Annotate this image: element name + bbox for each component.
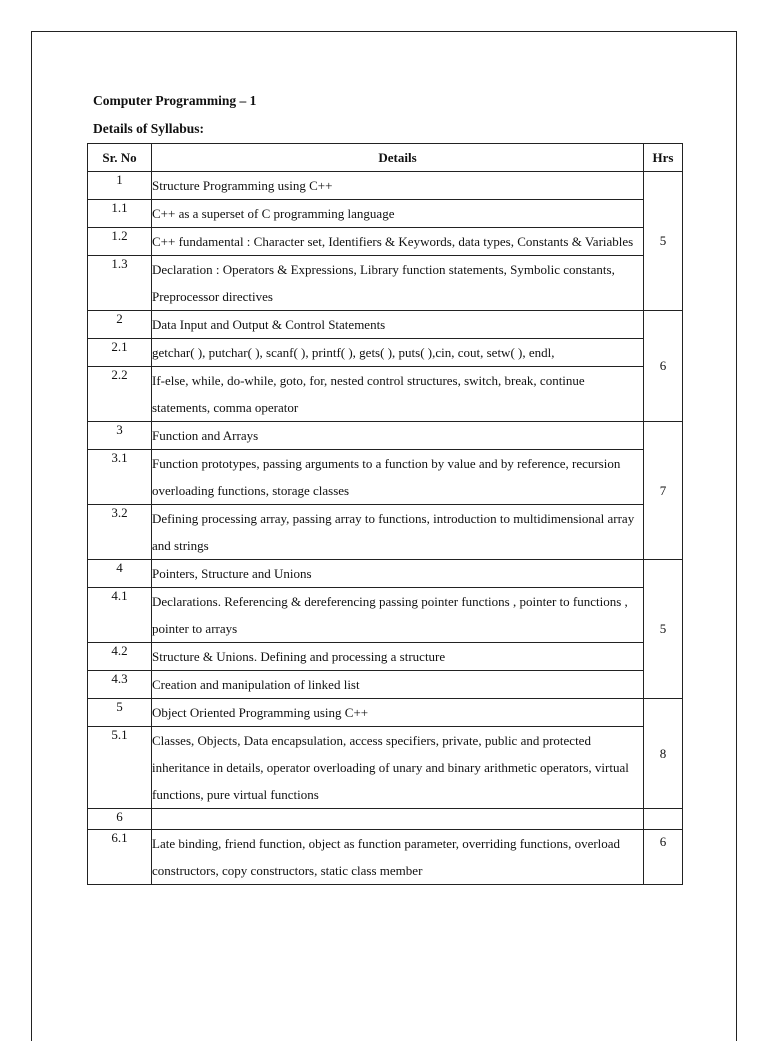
sr-cell: 3.1 — [88, 450, 152, 505]
syllabus-subtitle: Details of Syllabus: — [93, 121, 205, 136]
table-row — [88, 450, 683, 505]
sr-cell: 2.1 — [88, 339, 152, 367]
details-cell: Late binding, friend function, object as function parameter, overriding functions, overload constructors, copy constructors, static class member — [152, 830, 644, 885]
sr-cell: 5 — [88, 699, 152, 727]
table-row — [88, 588, 683, 643]
details-cell: Data Input and Output & Control Statements — [152, 311, 644, 339]
sr-cell: 1.3 — [88, 256, 152, 311]
sr-cell: 3.2 — [88, 505, 152, 560]
details-cell: Function prototypes, passing arguments to a function by value and by reference, recursion overloading functions, storage classes — [152, 450, 644, 505]
syllabus-table — [87, 143, 683, 885]
hrs-cell: 5 — [644, 172, 683, 311]
details-cell: C++ as a superset of C programming language — [152, 200, 644, 228]
sr-cell: 1.2 — [88, 228, 152, 256]
sr-cell: 1.1 — [88, 200, 152, 228]
sr-cell: 6 — [88, 809, 152, 830]
hrs-cell: 6 — [644, 311, 683, 422]
sr-cell: 4.1 — [88, 588, 152, 643]
table-row — [88, 311, 683, 339]
details-cell: C++ fundamental : Character set, Identifiers & Keywords, data types, Constants & Variables — [152, 228, 644, 256]
details-cell: Classes, Objects, Data encapsulation, access specifiers, private, public and protected inheritance in details, operator overloading of unary and binary arithmetic operators, virtual functions, pure virtual functions — [152, 727, 644, 809]
details-cell — [152, 809, 644, 830]
table-header-row — [88, 144, 683, 172]
table-row — [88, 643, 683, 671]
table-row — [88, 505, 683, 560]
sr-cell: 5.1 — [88, 727, 152, 809]
hrs-cell: 7 — [644, 422, 683, 560]
details-cell: Creation and manipulation of linked list — [152, 671, 644, 699]
hrs-cell: 6 — [644, 830, 683, 885]
table-row — [88, 809, 683, 830]
sr-cell: 4.3 — [88, 671, 152, 699]
table-row — [88, 200, 683, 228]
sr-cell: 1 — [88, 172, 152, 200]
table-row — [88, 830, 683, 885]
sr-cell: 6.1 — [88, 830, 152, 885]
hrs-cell — [644, 809, 683, 830]
table-row — [88, 422, 683, 450]
details-cell: Declarations. Referencing & dereferencing passing pointer functions , pointer to functions , pointer to arrays — [152, 588, 644, 643]
details-cell: Pointers, Structure and Unions — [152, 560, 644, 588]
details-cell: Object Oriented Programming using C++ — [152, 699, 644, 727]
sr-cell: 2 — [88, 311, 152, 339]
sr-cell: 4.2 — [88, 643, 152, 671]
header-sr-no: Sr. No — [88, 144, 152, 172]
table-row — [88, 228, 683, 256]
table-row — [88, 727, 683, 809]
table-row — [88, 256, 683, 311]
details-cell: Defining processing array, passing array to functions, introduction to multidimensional array and strings — [152, 505, 644, 560]
document-title: Computer Programming – 1 — [93, 93, 257, 108]
details-cell: Structure & Unions. Defining and processing a structure — [152, 643, 644, 671]
details-cell: Structure Programming using C++ — [152, 172, 644, 200]
sr-cell: 3 — [88, 422, 152, 450]
header-details: Details — [152, 144, 644, 172]
header-hrs: Hrs — [644, 144, 683, 172]
details-cell: Declaration : Operators & Expressions, Library function statements, Symbolic constants, Preprocessor directives — [152, 256, 644, 311]
sr-cell: 2.2 — [88, 367, 152, 422]
hrs-cell: 5 — [644, 560, 683, 699]
sr-cell: 4 — [88, 560, 152, 588]
details-cell: Function and Arrays — [152, 422, 644, 450]
table-row — [88, 699, 683, 727]
table-row — [88, 671, 683, 699]
table-row — [88, 172, 683, 200]
details-cell: getchar( ), putchar( ), scanf( ), printf( ), gets( ), puts( ),cin, cout, setw( ), endl, — [152, 339, 644, 367]
table-row — [88, 367, 683, 422]
table-row — [88, 560, 683, 588]
details-cell: If-else, while, do-while, goto, for, nested control structures, switch, break, continue statements, comma operator — [152, 367, 644, 422]
hrs-cell: 8 — [644, 699, 683, 809]
table-row — [88, 339, 683, 367]
